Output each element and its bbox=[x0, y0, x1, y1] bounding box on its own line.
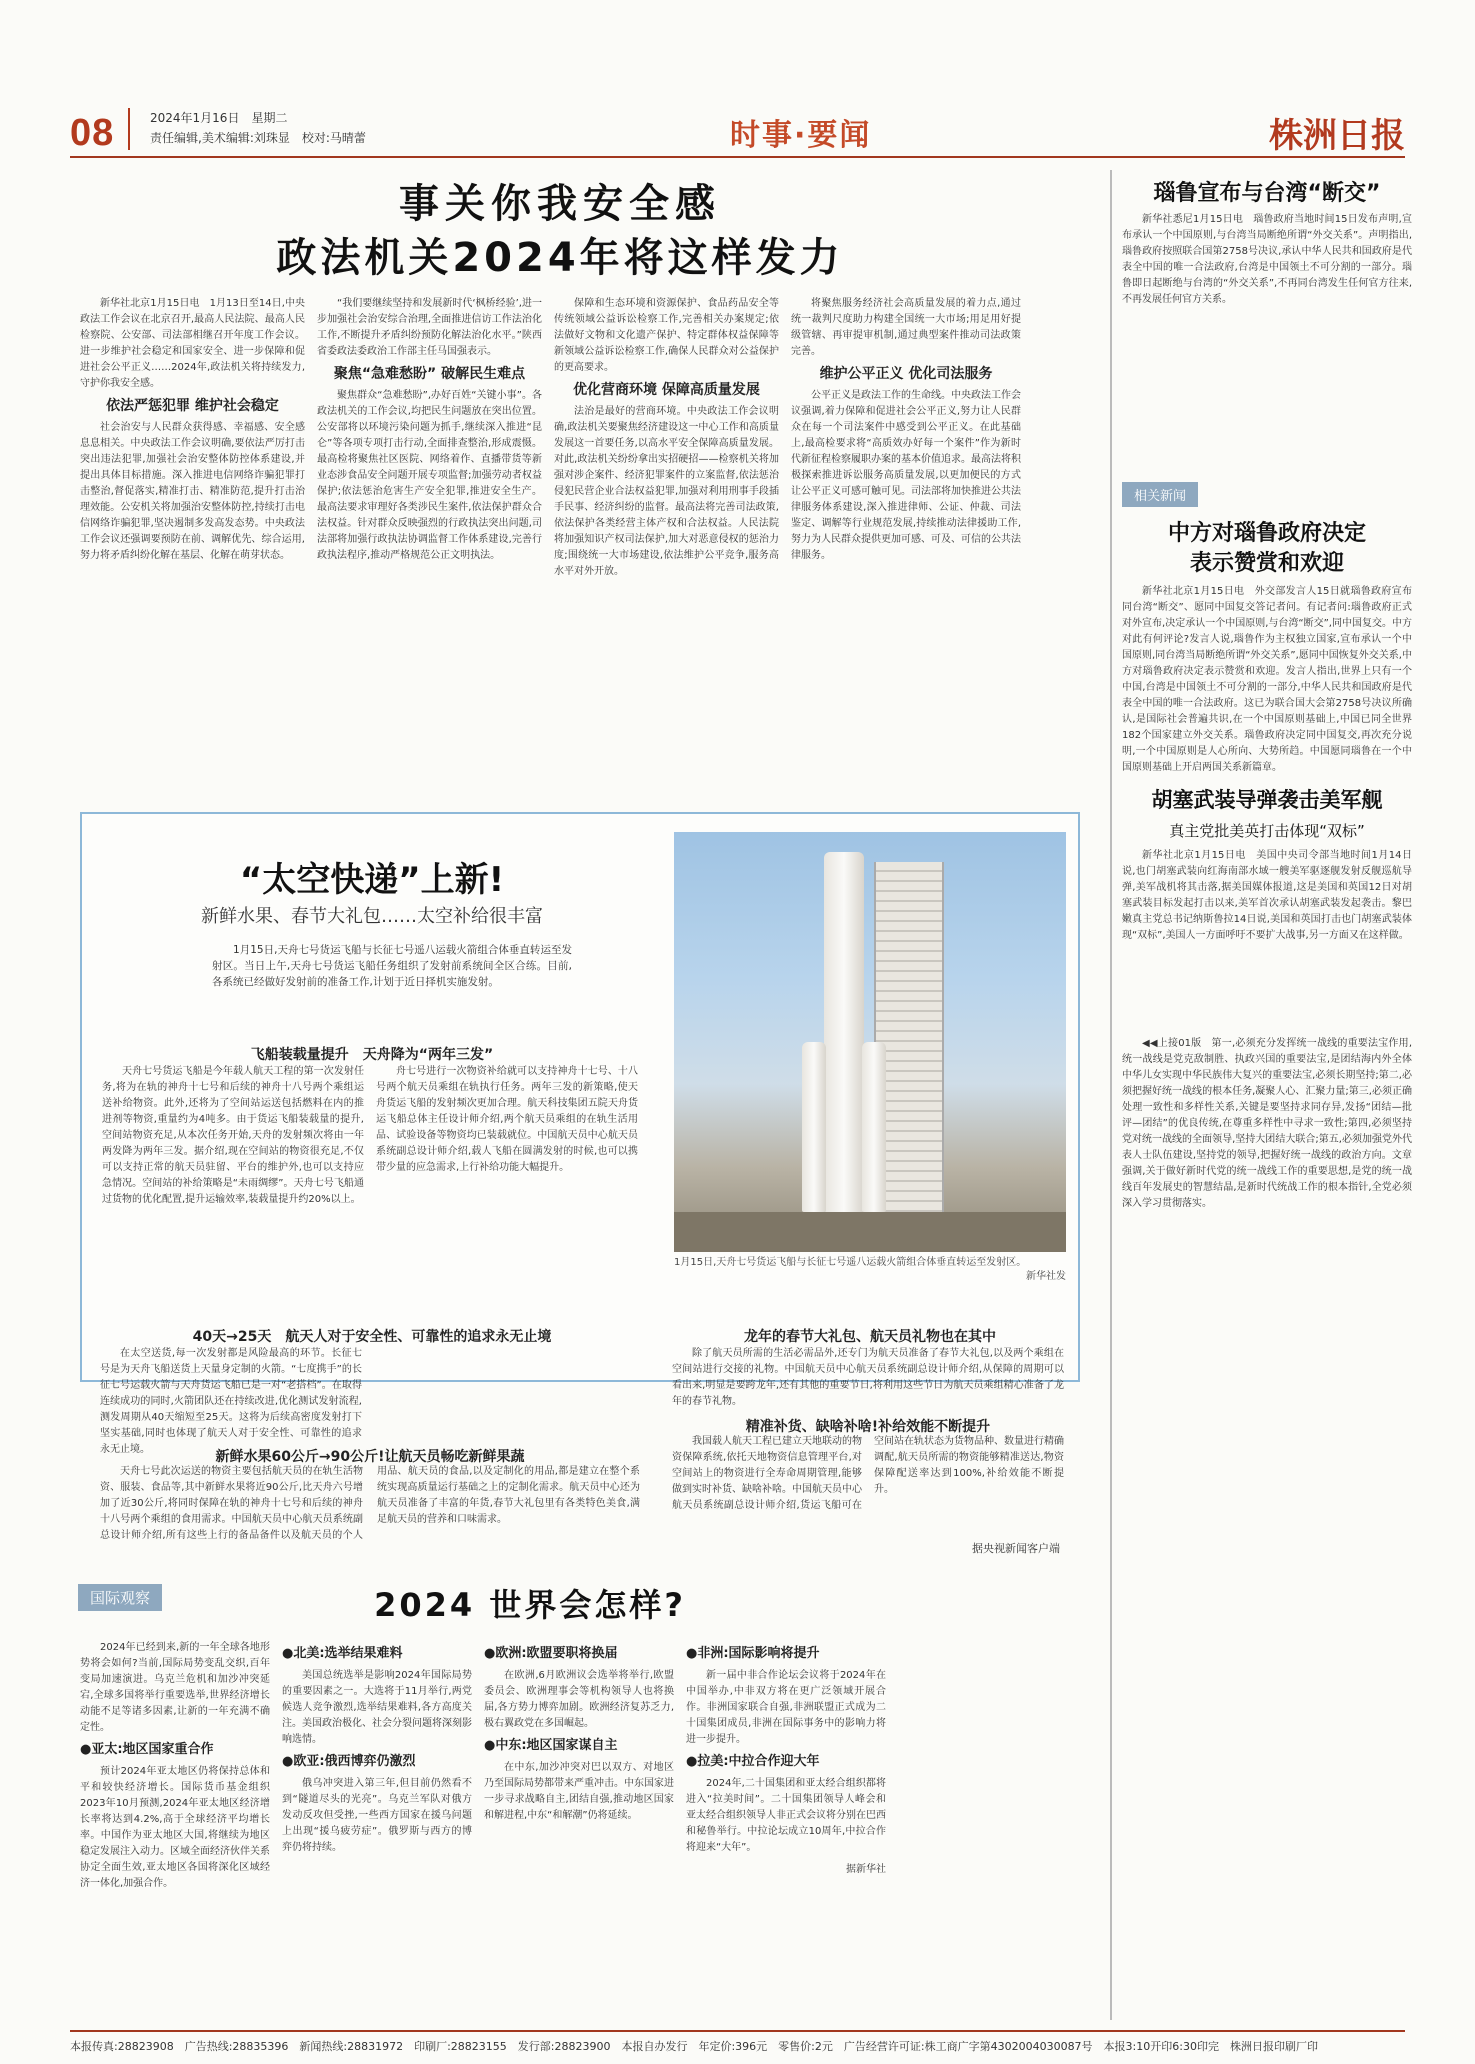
space-title: “太空快递”上新! bbox=[239, 860, 505, 900]
world-section-tag: 国际观察 bbox=[78, 1584, 162, 1611]
china-response-body bbox=[1122, 584, 1412, 773]
lead-title-line1: 事关你我安全感 bbox=[399, 181, 721, 227]
lead-subhead-1: 依法严惩犯罪 维护社会稳定 bbox=[106, 398, 279, 414]
world-source: 据新华社 bbox=[846, 1864, 886, 1875]
lead-title-line2: 政法机关2024年将这样发力 bbox=[276, 235, 844, 281]
houthi-subtitle: 真主党批美英打击体现“双标” bbox=[1169, 822, 1365, 840]
photo-caption-text: 1月15日,天舟七号货运飞船与长征七号遥八运载火箭组合体垂直转运至发射区。 bbox=[674, 1257, 1027, 1268]
rocket-booster-right bbox=[862, 1042, 886, 1212]
world-asia-text: 预计2024年亚太地区仍将保持总体和平和较快经济增长。国际货币基金组织2023年10月预测,2024年亚太地区经济增长率将达到4.2%,高于全球经济平均增长率。中国作为亚太地区大国,将继续为地区稳定发展注入动力。区域全面经济伙伴关系协定全面生效,亚太地区各国将深化区域经济一体化,加强合作。 bbox=[80, 1766, 270, 1889]
lead-column-2 bbox=[317, 296, 542, 796]
world-europe-text: 在欧洲,6月欧洲议会选举将举行,欧盟委员会、欧洲理事会等机构领导人也将换届,各方势力博弈加剧。欧洲经济复苏乏力,极右翼政党在多国崛起。 bbox=[484, 1670, 674, 1729]
world-column-1 bbox=[80, 1640, 270, 2020]
continued-text: ◀◀上接01版 第一,必须充分发挥统一战线的重要法宝作用,统一战线是党克敌制胜、执政兴国的重要法宝,是团结海内外全体中华儿女实现中华民族伟大复兴的重要法宝,必须长期坚持;第二,必须把握好统一战线的根本任务,凝聚人心、汇聚力量;第三,必须正确处理一致性和多样性关系,关键是要坚持求同存异,发扬“团结—批评—团结”的优良传统,在尊重多样性中寻求一致性;第四,必须坚持党对统一战线的全面领导,坚持大团结大联合;第五,必须加强党外代表人士队伍建设,坚持党的领导,把握好统一战线的政治方向。文章强调,关于做好新时代党的统一战线工作的重要思想,是党的统一战线百年发展史的智慧结晶,是新时代统战工作的根本指针,全党必须深入学习贯彻落实。 bbox=[1122, 1038, 1412, 1209]
section-title: 时事·要闻 bbox=[730, 118, 872, 153]
space-body-1 bbox=[102, 1064, 364, 1312]
header-info bbox=[150, 108, 366, 148]
world-latam-text: 2024年,二十国集团和亚太经合组织都将进入“拉美时间”。二十国集团领导人峰会和亚太经合组织领导人非正式会议将分别在巴西和秘鲁举行。中拉论坛成立10周年,中拉合作将迎来“大年”。 bbox=[686, 1778, 886, 1853]
world-region-north-america: ●北美:选举结果难料 bbox=[282, 1646, 403, 1661]
houthi-body bbox=[1122, 848, 1412, 1028]
world-region-eurasia: ●欧亚:俄西博弈仍激烈 bbox=[282, 1754, 416, 1769]
footer-text: 本报传真:28823908 广告热线:28835396 新闻热线:28831972 印刷厂:28823155 发行部:28823900 本报自办发行 年定价:396元 零售价:2元 广告经营许可证:株工商广字第4302004030087号 本报3:10开印6:30印完 株洲日报印刷厂印 bbox=[70, 2040, 1318, 2053]
photo-caption bbox=[674, 1256, 1066, 1284]
lead-subhead-2: 聚焦“急难愁盼” 破解民生难点 bbox=[333, 366, 526, 382]
rocket-core bbox=[824, 852, 864, 1212]
space-intro bbox=[212, 942, 572, 1028]
world-africa-text: 新一届中非合作论坛会议将于2024年在中国举办,中非双方将在更广泛领域开展合作。非洲国家联合自强,非洲联盟正式成为二十国集团成员,非洲在国际事务中的影响力将进一步提升。 bbox=[686, 1670, 886, 1745]
paper-logo: 株洲日报 bbox=[1269, 116, 1405, 156]
nauru-title: 瑙鲁宣布与台湾“断交” bbox=[1153, 181, 1381, 206]
world-region-europe: ●欧洲:欧盟要职将换届 bbox=[484, 1646, 618, 1661]
china-response-text: 新华社北京1月15日电 外交部发言人15日就瑙鲁政府宣布同台湾“断交”、愿同中国复交答记者问。有记者问:瑙鲁政府正式对外宣布,决定承认一个中国原则,与台湾“断交”,同中国复交。中方对此有何评论?发言人说,瑙鲁作为主权独立国家,宣布承认一个中国原则,同台湾当局断绝所谓“外交关系”,愿同中国恢复外交关系,中方对瑙鲁政府决定表示赞赏和欢迎。发言人指出,世界上只有一个中国,台湾是中国领土不可分割的一部分,中华人民共和国政府是代表全中国的唯一合法政府。这已为联合国大会第2758号决议所确认,是国际社会普遍共识,在一个中国原则基础上,中国已同全世界182个国家建立外交关系。瑙鲁政府决定同中国复交,再次充分说明,一个中国原则是人心所向、大势所趋。中国愿同瑙鲁在一个中国原则基础上开启两国关系新篇章。 bbox=[1122, 586, 1412, 773]
space-body-3 bbox=[100, 1464, 640, 1556]
lead-col2-body-1: “我们要继续坚持和发展新时代‘枫桥经验’,进一步加强社会治安综合治理,全面推进信访工作法治化工作,不断提升矛盾纠纷预防化解法治化水平。”陕西省委政法委政治工作部主任马国强表示。 bbox=[317, 298, 542, 357]
lead-col4-body-1: 将聚焦服务经济社会高质量发展的着力点,通过统一裁判尺度助力构建全国统一大市场;用足用好提级管辖、再审提审机制,通过典型案件推动司法政策完善。 bbox=[791, 298, 1021, 357]
page-footer bbox=[70, 2030, 1405, 2054]
rocket-photo bbox=[674, 832, 1066, 1252]
space-body-2-text: 在太空送货,每一次发射都是风险最高的环节。长征七号是为天舟飞船送货上天量身定制的火箭。“七度携手”的长征七号运载火箭与天舟货运飞船已是一对“老搭档”。在取得连续成功的同时,火箭团队还在持续改进,优化测试发射流程,测发周期从40天缩短至25天。这将为后续高密度发射打下坚实基础,同时也体现了航天人对于安全性、可靠性的追求永无止境。 bbox=[100, 1348, 362, 1455]
right-column-divider bbox=[1110, 170, 1112, 2020]
space-body-5-text: 我国载人航天工程已建立天地联动的物资保障系统,依托天地物资信息管理平台,对空间站上的物资进行全寿命周期管理,能够做到实时补货、缺啥补啥。中国航天员中心航天员系统副总设计师介绍,货运飞船可在空间站在轨状态为货物品种、数量进行精确调配,航天员所需的物资能够精准送达,物资保障配送率达到100%,补给效能不断提升。 bbox=[672, 1436, 1064, 1511]
lead-column-4 bbox=[791, 296, 1021, 796]
continued-from-01-body bbox=[1122, 1036, 1412, 2020]
space-story-box bbox=[80, 812, 1080, 1382]
lead-col4-body-2: 公平正义是政法工作的生命线。中央政法工作会议强调,着力保障和促进社会公平正义,努力让人民群众在每一个司法案件中感受到公平正义。在此基础上,最高检要求将“高质效办好每一个案件”作为新时代新征程检察履职办案的基本价值追求。最高法将积极探索推进诉讼服务高质量发展,以更加便民的方式让公平正义可感可触可见。司法部将加快推进公共法律服务体系建设,深入推进律师、公证、仲裁、司法鉴定、调解等行业规范发展,持续推动法律援助工作,努力为人民群众提供更加可感、可及、可信的公共法律服务。 bbox=[791, 390, 1021, 561]
china-response-title-2: 表示赞赏和欢迎 bbox=[1189, 551, 1344, 576]
space-subhead-2: 40天→25天 航天人对于安全性、可靠性的追求永无止境 bbox=[192, 1329, 552, 1345]
space-intro-text: 1月15日,天舟七号货运飞船与长征七号遥八运载火箭组合体垂直转运至发射区。当日上午,天舟七号货运飞船任务组织了发射前系统间全区合练。目前,各系统已经做好发射前的准备工作,计划于近日择机实施发射。 bbox=[212, 944, 572, 988]
lead-subhead-4: 维护公平正义 优化司法服务 bbox=[819, 366, 993, 382]
lead-column-3 bbox=[554, 296, 779, 796]
nauru-body bbox=[1122, 212, 1412, 472]
page-header bbox=[70, 104, 1405, 158]
space-subhead-4: 龙年的春节大礼包、航天员礼物也在其中 bbox=[744, 1329, 996, 1345]
lead-col3-body-2: 法治是最好的营商环境。中央政法工作会议明确,政法机关要聚焦经济建设这一中心工作和高质量发展这一首要任务,以高水平安全保障高质量发展。对此,政法机关纷纷拿出实招硬招——检察机关将加强对涉企案件、经济犯罪案件的立案监督,依法惩治侵犯民营企业合法权益犯罪,加强对利用刑事手段插手民事、经济纠纷的监督。最高法将完善司法政策,依法保护各类经营主体产权和合法权益。人民法院将加强知识产权司法保护,加大对恶意侵权的惩治力度;围绕统一大市场建设,依法维护公平竞争,服务高水平对外开放。 bbox=[554, 406, 779, 577]
lead-col1-body: 社会治安与人民群众获得感、幸福感、安全感息息相关。中央政法工作会议明确,要依法严厉打击突出违法犯罪,加强社会治安整体防控体系建设,并提出具体目标措施。深入推进电信网络诈骗犯罪打击整治,督促落实,精准打击、精准防范,提升打击治理效能。公安机关将加强治安整体防控,持续打击电信网络诈骗犯罪,坚决遏制多发高发态势。中央政法工作会议还强调要预防在前、调解优先、综合运用,努力将矛盾纠纷化解在基层、化解在萌芽状态。 bbox=[80, 422, 305, 561]
world-region-asia: ●亚太:地区国家重合作 bbox=[80, 1742, 214, 1757]
world-title: 2024 世界会怎样? bbox=[374, 1586, 686, 1624]
world-column-4 bbox=[686, 1640, 886, 2020]
world-intro: 2024年已经到来,新的一年全球各地形势将会如何?当前,国际局势变乱交织,百年变局加速演进。乌克兰危机和加沙冲突延宕,全球多国将举行重要选举,世界经济增长动能不足等诸多因素,让新的一年充满不确定性。 bbox=[80, 1642, 270, 1733]
space-subhead-1: 飞船装载量提升 天舟降为“两年三发” bbox=[250, 1047, 494, 1063]
lead-column-1 bbox=[80, 296, 305, 796]
photo-credit: 新华社发 bbox=[1026, 1271, 1066, 1282]
space-body-4-text: 除了航天员所需的生活必需品外,还专门为航天员准备了春节大礼包,以及两个乘组在空间站进行交接的礼物。中国航天员中心航天员系统副总设计师介绍,从保障的周期可以看出来,明显是要跨龙年,还有其他的重要节日,将利用这些节日为航天员乘组精心准备了龙年的春节礼物。 bbox=[672, 1348, 1064, 1407]
world-column-2 bbox=[282, 1640, 472, 2020]
world-column-3 bbox=[484, 1640, 674, 2020]
space-body-1b-text: 舟七号进行一次物资补给就可以支持神舟十七号、十八号两个航天员乘组在轨执行任务。两年三发的新策略,使天舟货运飞船的发射频次更加合理。航天科技集团五院天舟货运飞船总体主任设计师介绍,两个航天员乘组的在轨生活用品、试验设备等物资均已装载就位。中国航天员中心航天员系统副总设计师介绍,载人飞船在圆满发射的时候,也可以携带少量的应急需求,上行补给功能大幅提升。 bbox=[376, 1066, 638, 1173]
space-subhead-3: 新鲜水果60公斤→90公斤!让航天员畅吃新鲜果蔬 bbox=[215, 1449, 525, 1465]
space-body-4 bbox=[672, 1346, 1064, 1406]
launch-pad-ground bbox=[674, 1212, 1066, 1252]
world-region-africa: ●非洲:国际影响将提升 bbox=[686, 1646, 820, 1661]
lead-col3-body-1: 保障和生态环境和资源保护、食品药品安全等传统领域公益诉讼检察工作,完善相关办案规定;依法做好文物和文化遗产保护、特定群体权益保障等新领域公益诉讼检察工作,确保人民群众对公益保护的更高要求。 bbox=[554, 298, 779, 373]
world-region-middle-east: ●中东:地区国家谋自主 bbox=[484, 1738, 618, 1753]
houthi-text: 新华社北京1月15日电 美国中央司令部当地时间1月14日说,也门胡塞武装向红海南部水域一艘美军驱逐舰发射反舰巡航导弹,美军战机将其击落,据美国媒体报道,这是美国和英国12日对胡塞武装目标发起打击以来,美军首次承认胡塞武装发起袭击。黎巴嫩真主党总书记纳斯鲁拉14日说,美国和英国打击也门胡塞武装体现“双标”,美国人一方面呼吁不要扩大战事,另一方面又在这样做。 bbox=[1122, 850, 1412, 941]
space-body-1-text: 天舟七号货运飞船是今年载人航天工程的第一次发射任务,将为在轨的神舟十七号和后续的神舟十八号两个乘组运送补给物资。此外,还将为了空间站运送包括燃料在内的推进剂等物资,重量约为4吨多。由于货运飞船装载量的提升,空间站物资充足,从本次任务开始,天舟的发射频次将由一年两发降为两年三发。据介绍,现在空间站的物资很充足,不仅可以支持正常的航天员驻留、平台的维护外,也可以支持应急情况。空间站的补给策略是“未雨绸缪”。天舟七号飞船通过货物的优化配置,提升运输效率,装载量提升约20%以上。 bbox=[102, 1066, 364, 1205]
space-subtitle: 新鲜水果、春节大礼包……太空补给很丰富 bbox=[201, 906, 543, 927]
lead-col2-body-2: 聚焦群众“急难愁盼”,办好百姓“关键小事”。各政法机关的工作会议,均把民生问题放在突出位置。公安部将以环境污染问题为抓手,继续深入推进“昆仑”等各项专项打击行动,全面排查整治,形成震慑。最高检将聚焦社区医院、网络着作、直播带货等新业态涉食品安全问题开展专项监督;加强劳动者权益保护;依法惩治危害生产安全犯罪,推进安全生产。最高法要求审理好各类涉民生案件,依法保护群众合法权益。针对群众反映强烈的行政执法突出问题,司法部将加强行政执法协调监督工作体系建设,完善行政执法程序,推动严格规范公正文明执法。 bbox=[317, 390, 542, 561]
lead-intro: 新华社北京1月15日电 1月13日至14日,中央政法工作会议在北京召开,最高人民法院、最高人民检察院、公安部、司法部相继召开年度工作会议。进一步维护社会稳定和国家安全、进一步保障和促进社会公平正义……2024年,政法机关将持续发力,守护你我安全感。 bbox=[80, 298, 305, 389]
world-region-latam: ●拉美:中拉合作迎大年 bbox=[686, 1754, 820, 1769]
lead-subhead-3: 优化营商环境 保障高质量发展 bbox=[573, 382, 760, 398]
nauru-body-text: 新华社悉尼1月15日电 瑙鲁政府当地时间15日发布声明,宣布承认一个中国原则,与台湾当局断绝所谓“外交关系”。声明指出,瑙鲁政府按照联合国第2758号决议,承认中华人民共和国政府是代表全中国的唯一合法政府,台湾是中国领土不可分割的一部分。瑙鲁即日起断绝与台湾的“外交关系”,不再同台湾发生任何官方往来,不再发展任何官方关系。 bbox=[1122, 214, 1412, 305]
related-news-tag: 相关新闻 bbox=[1122, 482, 1198, 507]
page-number: 08 bbox=[70, 112, 115, 154]
space-source: 据央视新闻客户端 bbox=[972, 1542, 1060, 1555]
world-eurasia-text: 俄乌冲突进入第三年,但目前仍然看不到“隧道尽头的光亮”。乌克兰军队对俄方发动反攻但受挫,一些西方国家在援乌问题上出现“援乌疲劳症”。俄罗斯与西方的博弈仍将持续。 bbox=[282, 1778, 472, 1853]
world-me-text: 在中东,加沙冲突对巴以双方、对地区乃至国际局势都带来严重冲击。中东国家进一步寻求战略自主,团结自强,推动地区国家和解进程,中东“和解潮”仍将延续。 bbox=[484, 1762, 674, 1821]
space-body-1b bbox=[376, 1064, 638, 1312]
world-na-text: 美国总统选举是影响2024年国际局势的重要因素之一。大选将于11月举行,两党候选人竞争激烈,选举结果难料,各方高度关注。美国政治极化、社会分裂问题将深刻影响选情。 bbox=[282, 1670, 472, 1745]
space-subhead-5: 精准补货、缺啥补啥!补给效能不断提升 bbox=[745, 1419, 991, 1435]
space-body-5 bbox=[672, 1434, 1064, 1538]
header-separator bbox=[128, 108, 130, 150]
space-body-2a bbox=[100, 1346, 362, 1455]
houthi-title: 胡塞武装导弹袭击美军舰 bbox=[1151, 788, 1383, 812]
china-response-title-1: 中方对瑙鲁政府决定 bbox=[1167, 521, 1366, 546]
editors-line: 责任编辑,美术编辑:刘珠显 校对:马晴蕾 bbox=[150, 131, 366, 145]
space-body-3-text: 天舟七号此次运送的物资主要包括航天员的在轨生活物资、服装、食品等,其中新鲜水果将近90公斤,比天舟六号增加了近30公斤,将同时保障在轨的神舟十七号和后续的神舟十八号两个乘组的食用需求。中国航天员中心航天员系统副总设计师介绍,所有这些上行的备品备件以及航天员的个人用品、航天员的食品,以及定制化的用品,都是建立在整个系统实现高质量运行基础之上的定制化需求。航天员中心还为航天员准备了丰富的年货,春节大礼包里有各类特色美食,满足航天员的营养和口味需求。 bbox=[100, 1466, 640, 1541]
rocket-booster-left bbox=[802, 1042, 826, 1212]
date-line: 2024年1月16日 星期二 bbox=[150, 111, 288, 125]
